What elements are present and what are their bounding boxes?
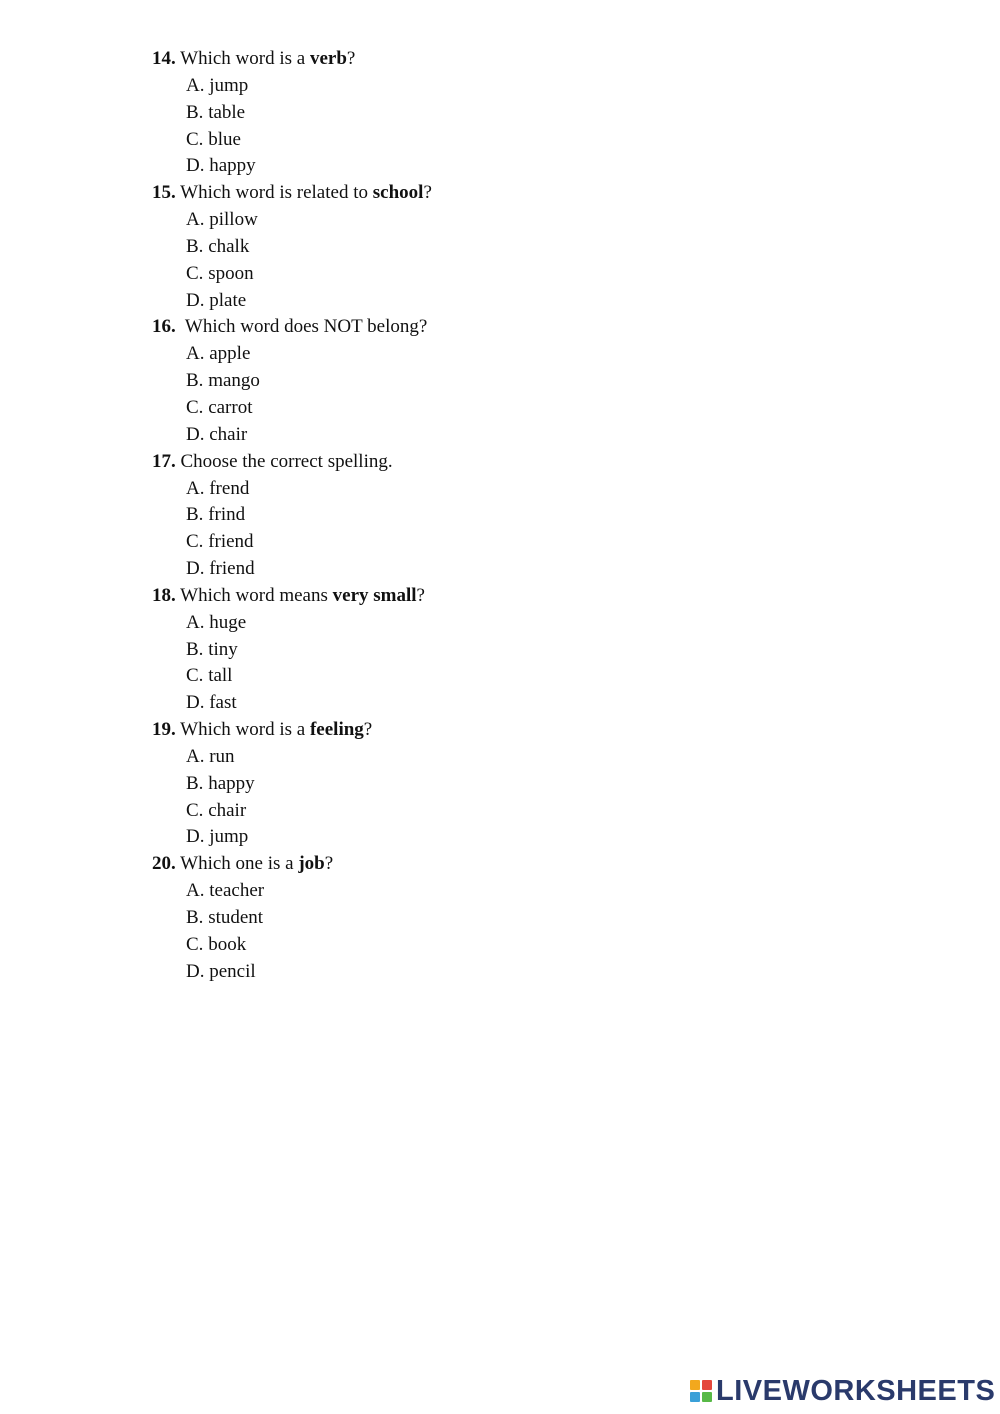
answer-option[interactable]: [186, 556, 872, 583]
question-number: 19.: [152, 719, 176, 741]
question-list: [152, 46, 872, 986]
answer-option[interactable]: [186, 798, 872, 825]
option-text: carrot: [208, 396, 253, 418]
logo-text: LIVEWORKSHEETS: [716, 1375, 996, 1407]
answer-option[interactable]: [186, 663, 872, 690]
option-letter: A.: [186, 745, 205, 767]
option-letter: B.: [186, 638, 204, 660]
option-letter: B.: [186, 907, 204, 928]
logo-mark-cell: [690, 1380, 700, 1390]
option-letter: B.: [186, 370, 204, 392]
option-text: friend: [208, 531, 254, 553]
option-letter: B.: [186, 235, 204, 257]
option-text: plate: [209, 289, 247, 311]
answer-option[interactable]: [186, 610, 872, 637]
answer-option[interactable]: [186, 637, 872, 664]
answer-option[interactable]: [186, 932, 872, 959]
option-text: fast: [209, 692, 237, 714]
question-prompt: Which one is a: [175, 853, 299, 875]
option-text: mango: [208, 370, 260, 392]
answer-option[interactable]: [186, 234, 872, 261]
logo-mark-icon: [690, 1380, 712, 1402]
answer-option[interactable]: [186, 127, 872, 154]
question-keyword: feeling: [309, 719, 364, 741]
logo-mark-cell: [702, 1380, 712, 1390]
option-text: chair: [209, 423, 248, 445]
question-punctuation: ?: [423, 182, 432, 204]
question-text: [152, 717, 872, 744]
option-letter: D.: [186, 289, 205, 311]
question-number: 17.: [152, 450, 176, 472]
option-letter: D.: [186, 155, 205, 177]
question: [152, 46, 872, 180]
option-text: friend: [209, 558, 255, 580]
question-number: 18.: [152, 584, 176, 606]
option-letter: C.: [186, 262, 204, 284]
question-prompt: Which word is a: [175, 719, 310, 741]
question-text: [152, 583, 872, 610]
option-text: frind: [208, 504, 246, 526]
question-prompt: Which word is a: [175, 48, 310, 69]
option-letter: A.: [186, 209, 205, 231]
answer-option[interactable]: [186, 100, 872, 127]
option-letter: A.: [186, 343, 205, 365]
answer-option[interactable]: [186, 422, 872, 449]
option-text: jump: [209, 74, 249, 96]
logo-mark-cell: [702, 1392, 712, 1402]
option-text: teacher: [209, 880, 265, 902]
option-text: huge: [209, 611, 247, 633]
question-punctuation: ?: [324, 853, 334, 875]
question-prompt: Choose the correct spelling.: [175, 450, 393, 472]
option-text: pillow: [209, 209, 258, 231]
option-text: blue: [208, 128, 241, 150]
answer-option[interactable]: [186, 771, 872, 798]
question-prompt: Which word does NOT belong?: [175, 316, 428, 338]
option-letter: C.: [186, 665, 204, 687]
answer-option[interactable]: [186, 288, 872, 315]
question: [152, 717, 872, 851]
option-text: apple: [209, 343, 251, 365]
question-punctuation: ?: [346, 48, 356, 69]
answer-option[interactable]: [186, 502, 872, 529]
question-keyword: very small: [332, 584, 417, 606]
question-text: [152, 314, 872, 341]
question-text: [152, 449, 872, 476]
answer-option[interactable]: [186, 261, 872, 288]
option-letter: C.: [186, 933, 204, 955]
question: [152, 851, 872, 985]
question-number: 20.: [152, 853, 176, 875]
option-text: table: [208, 101, 246, 123]
answer-option[interactable]: [186, 959, 872, 986]
question-number: 14.: [152, 48, 176, 69]
option-text: chalk: [208, 235, 250, 257]
question-keyword: verb: [309, 48, 347, 69]
question-number: 15.: [152, 182, 176, 204]
answer-options: [152, 878, 872, 985]
answer-option[interactable]: [186, 744, 872, 771]
option-text: student: [208, 907, 264, 928]
option-text: chair: [208, 799, 247, 821]
option-text: run: [209, 745, 235, 767]
question-text: [152, 46, 872, 73]
question-keyword: job: [298, 853, 325, 875]
option-letter: C.: [186, 128, 204, 150]
option-text: jump: [209, 826, 249, 848]
question-keyword: school: [372, 182, 424, 204]
question-punctuation: ?: [363, 719, 373, 741]
option-letter: B.: [186, 101, 204, 123]
answer-option[interactable]: [186, 153, 872, 180]
question: [152, 583, 872, 717]
option-letter: A.: [186, 74, 205, 96]
worksheet: [152, 46, 872, 986]
answer-option[interactable]: [186, 529, 872, 556]
answer-options: [152, 610, 872, 717]
answer-option[interactable]: [186, 690, 872, 717]
logo-mark-cell: [690, 1392, 700, 1402]
answer-option[interactable]: [186, 905, 872, 932]
liveworksheets-logo: [690, 1374, 995, 1408]
option-text: frend: [209, 477, 250, 499]
option-letter: D.: [186, 692, 205, 714]
option-text: happy: [209, 155, 256, 177]
option-letter: D.: [186, 423, 205, 445]
option-letter: B.: [186, 772, 204, 794]
question: [152, 314, 872, 448]
answer-options: [152, 476, 872, 583]
question-text: [152, 851, 872, 878]
option-letter: A.: [186, 611, 205, 633]
answer-option[interactable]: [186, 824, 872, 851]
option-letter: D.: [186, 960, 205, 982]
question-prompt: Which word is related to: [175, 182, 373, 204]
answer-option[interactable]: [186, 73, 872, 100]
option-letter: D.: [186, 558, 205, 580]
question-punctuation: ?: [416, 584, 425, 606]
question-text: [152, 180, 872, 207]
option-text: pencil: [209, 960, 256, 982]
option-text: book: [208, 933, 247, 955]
answer-option[interactable]: [186, 476, 872, 503]
question-prompt: Which word means: [175, 584, 333, 606]
answer-option[interactable]: [186, 207, 872, 234]
answer-option[interactable]: [186, 368, 872, 395]
answer-options: [152, 744, 872, 851]
question: [152, 180, 872, 314]
answer-options: [152, 207, 872, 314]
option-letter: C.: [186, 531, 204, 553]
option-text: tiny: [208, 638, 238, 660]
option-text: happy: [208, 772, 255, 794]
answer-options: [152, 73, 872, 180]
answer-option[interactable]: [186, 341, 872, 368]
answer-option[interactable]: [186, 878, 872, 905]
option-letter: A.: [186, 880, 205, 902]
option-letter: A.: [186, 477, 205, 499]
option-letter: C.: [186, 396, 204, 418]
option-text: spoon: [208, 262, 254, 284]
option-letter: B.: [186, 504, 204, 526]
question: [152, 449, 872, 583]
answer-options: [152, 341, 872, 448]
question-number: 16.: [152, 316, 176, 338]
option-text: tall: [208, 665, 233, 687]
option-letter: C.: [186, 799, 204, 821]
option-letter: D.: [186, 826, 205, 848]
answer-option[interactable]: [186, 395, 872, 422]
